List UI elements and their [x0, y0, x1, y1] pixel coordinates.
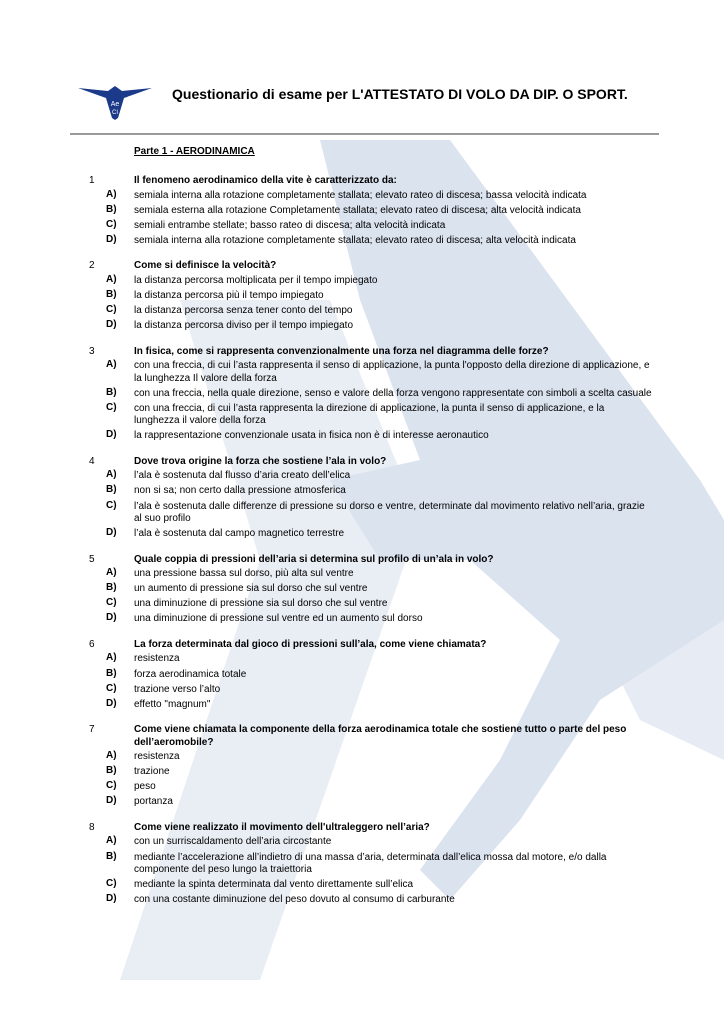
option-text: non si sa; non certo dalla pressione atmosferica: [134, 485, 346, 497]
option-letter: B): [106, 386, 117, 398]
option-letter: B): [106, 484, 117, 496]
option-row: [0, 235, 724, 248]
option-text: semiala esterna alla rotazione Completamente stallata; elevato rateo di discesa; alta velocità indicata: [134, 204, 581, 216]
question-text: Come si definisce la velocità?: [134, 260, 277, 272]
question-item: [0, 554, 724, 626]
option-text: la distanza percorsa moltiplicata per il tempo impiegato: [134, 274, 378, 286]
option-letter: C): [106, 401, 117, 413]
question-item: [0, 346, 724, 443]
option-row: [0, 836, 724, 849]
option-text: semiali entrambe stellate; basso rateo di discesa; alta velocità indicata: [134, 219, 446, 231]
option-row: [0, 205, 724, 218]
option-letter: D): [106, 697, 117, 709]
question-item: [0, 639, 724, 711]
question-text: Dove trova origine la forza che sostiene l’ala in volo?: [134, 455, 387, 467]
option-row: [0, 290, 724, 303]
question-item: [0, 822, 724, 907]
option-letter: A): [106, 835, 117, 847]
option-text: la distanza percorsa più il tempo impiegato: [134, 289, 324, 301]
part-title: Parte 1 - AERODINAMICA: [134, 146, 255, 157]
option-text: una diminuzione di pressione sul ventre ed un aumento sul dorso: [134, 613, 423, 625]
option-row: [0, 894, 724, 907]
option-text: l’ala è sostenuta dalle differenze di pressione su dorso e ventre, determinate dal movimento relativo nell’aria, grazie al suo profilo: [134, 500, 645, 525]
question-number: 5: [89, 553, 95, 565]
option-row: [0, 528, 724, 541]
question-item: [0, 456, 724, 541]
option-letter: B): [106, 850, 117, 862]
option-letter: A): [106, 750, 117, 762]
question-text: Quale coppia di pressioni dell’aria si determina sul profilo di un’ala in volo?: [134, 553, 494, 565]
question-text: La forza determinata dal gioco di pressioni sull’ala, come viene chiamata?: [134, 638, 487, 650]
option-text: resistenza: [134, 751, 180, 763]
option-row: [0, 190, 724, 203]
option-row: [0, 220, 724, 233]
option-text: trazione: [134, 766, 170, 778]
option-row: [0, 781, 724, 794]
question-number: 3: [89, 345, 95, 357]
option-letter: B): [106, 582, 117, 594]
option-letter: C): [106, 303, 117, 315]
option-row: [0, 568, 724, 581]
option-row: [0, 403, 724, 428]
question-number: 1: [89, 175, 95, 186]
option-letter: A): [106, 273, 117, 285]
option-letter: D): [106, 893, 117, 905]
option-row: [0, 485, 724, 498]
option-row: [0, 388, 724, 401]
option-row: [0, 305, 724, 318]
option-letter: D): [106, 527, 117, 539]
option-text: con una freccia, nella quale direzione, senso e valore della forza vengono rappresentate con simboli a scelta casuale: [134, 387, 652, 399]
option-letter: A): [106, 567, 117, 579]
question-number: 2: [89, 260, 95, 272]
question-item: [0, 724, 724, 809]
option-letter: C): [106, 878, 117, 890]
question-number: 6: [89, 638, 95, 650]
option-text: una pressione bassa sul dorso, più alta sul ventre: [134, 568, 354, 580]
option-text: un aumento di pressione sia sul dorso che sul ventre: [134, 583, 368, 595]
option-text: con una costante diminuzione del peso dovuto al consumo di carburante: [134, 894, 455, 906]
option-text: mediante la spinta determinata dal vento direttamente sull’elica: [134, 879, 414, 891]
option-text: portanza: [134, 796, 173, 808]
option-text: peso: [134, 781, 156, 793]
option-text: l’ala è sostenuta dal campo magnetico terrestre: [134, 528, 345, 540]
option-row: [0, 430, 724, 443]
option-row: [0, 699, 724, 712]
option-row: [0, 796, 724, 809]
option-letter: D): [106, 429, 117, 441]
option-letter: A): [106, 359, 117, 371]
aeci-logo: [78, 82, 152, 122]
option-row: [0, 669, 724, 682]
option-row: [0, 766, 724, 779]
option-text: resistenza: [134, 653, 180, 665]
question-item: [0, 260, 724, 332]
option-row: [0, 613, 724, 626]
option-letter: A): [106, 469, 117, 481]
option-row: [0, 653, 724, 666]
option-letter: D): [106, 795, 117, 807]
option-text: mediante l’accelerazione all’indietro di una massa d’aria, determinata dall’elica mossa dal motore, e/o dalla componente del peso lungo la traiettoria: [134, 851, 607, 876]
option-text: effetto "magnum": [134, 698, 211, 710]
option-letter: B): [106, 667, 117, 679]
option-row: [0, 470, 724, 483]
option-letter: B): [106, 765, 117, 777]
question-number: 7: [89, 724, 95, 736]
option-letter: A): [106, 652, 117, 664]
option-letter: C): [106, 597, 117, 609]
option-letter: D): [106, 612, 117, 624]
option-text: l’ala è sostenuta dal flusso d’aria creato dell’elica: [134, 470, 351, 482]
option-text: trazione verso l’alto: [134, 683, 221, 695]
option-text: forza aerodinamica totale: [134, 668, 247, 680]
option-letter: B): [106, 288, 117, 300]
option-text: la rappresentazione convenzionale usata in fisica non è di interesse aeronautico: [134, 430, 489, 442]
question-item: [0, 175, 724, 247]
svg-text:Ae: Ae: [110, 101, 120, 108]
option-text: semiala interna alla rotazione completamente stallata; elevato rateo di discesa; alta velocità indicata: [134, 234, 576, 246]
option-row: [0, 320, 724, 333]
option-letter: A): [106, 188, 117, 200]
option-letter: C): [106, 218, 117, 230]
question-number: 4: [89, 455, 95, 467]
option-text: con una freccia, di cui l’asta rappresenta la direzione di applicazione, la punta il senso di applicazione, e la lunghezza il valore della forza: [134, 402, 605, 427]
option-text: con un surriscaldamento dell’aria circostante: [134, 836, 332, 848]
option-row: [0, 275, 724, 288]
svg-text:CI: CI: [112, 110, 118, 116]
option-letter: D): [106, 319, 117, 331]
option-text: la distanza percorsa senza tener conto del tempo: [134, 304, 353, 316]
option-letter: D): [106, 233, 117, 245]
question-text: Come viene chiamata la componente della forza aerodinamica totale che sostiene tutto o parte del peso dell’aeromobile?: [134, 724, 627, 748]
option-letter: C): [106, 780, 117, 792]
option-row: [0, 360, 724, 385]
option-letter: C): [106, 499, 117, 511]
option-text: una diminuzione di pressione sia sul dorso che sul ventre: [134, 598, 388, 610]
header-divider: [70, 133, 659, 135]
option-row: [0, 501, 724, 526]
question-number: 8: [89, 821, 95, 833]
option-row: [0, 852, 724, 877]
option-text: semiala interna alla rotazione completamente stallata; elevato rateo di discesa; bassa velocità indicata: [134, 189, 587, 201]
question-text: In fisica, come si rappresenta convenzionalmente una forza nel diagramma delle forze?: [134, 345, 549, 357]
option-row: [0, 879, 724, 892]
option-letter: B): [106, 203, 117, 215]
question-list: [0, 175, 724, 920]
option-row: [0, 583, 724, 596]
question-text: Il fenomeno aerodinamico della vite è caratterizzato da:: [134, 175, 397, 186]
option-letter: C): [106, 682, 117, 694]
question-text: Come viene realizzato il movimento dell'ultraleggero nell’aria?: [134, 821, 430, 833]
option-row: [0, 751, 724, 764]
option-row: [0, 598, 724, 611]
option-row: [0, 684, 724, 697]
option-text: con una freccia, di cui l’asta rappresenta il senso di applicazione, la punta l'opposto della direzione di applicazione, e la lunghezza Il valore della forza: [134, 360, 650, 384]
option-text: la distanza percorsa diviso per il tempo impiegato: [134, 320, 353, 332]
document-title: Questionario di esame per L'ATTESTATO DI VOLO DA DIP. O SPORT.: [172, 86, 628, 102]
